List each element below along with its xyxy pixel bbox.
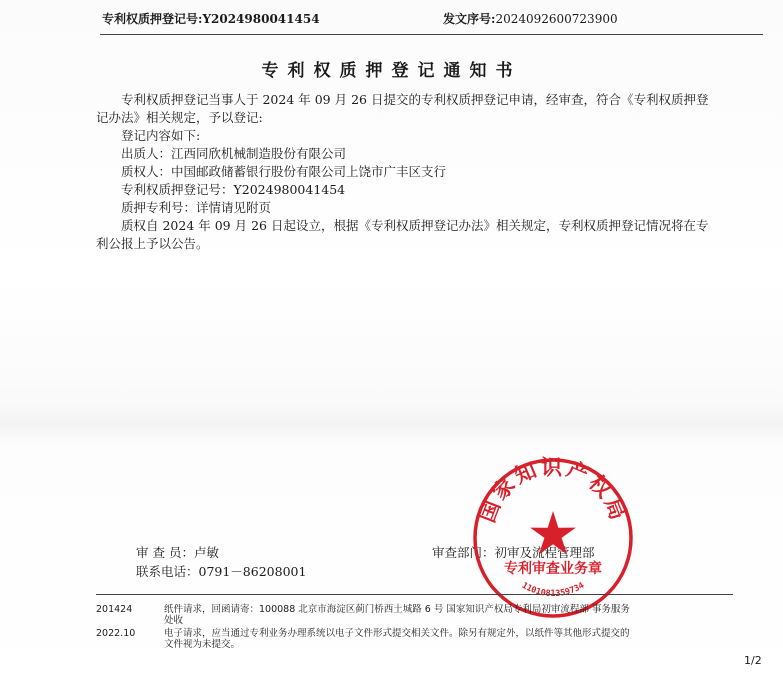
paragraph1-line2: 记办法》相关规定，予以登记: <box>96 110 263 125</box>
seal-dept-text: 专利审查业务章 <box>504 561 602 577</box>
content-intro: 登记内容如下: <box>121 128 201 143</box>
page-title: 专利权质押登记通知书 <box>261 61 522 81</box>
paragraph2-line2: 利公报上予以公告。 <box>96 236 209 251</box>
header-doc-value: 2024092600723900 <box>495 12 618 26</box>
seal-number: 1101081359734 <box>519 580 587 600</box>
official-seal <box>470 455 636 621</box>
header-divider <box>100 34 763 35</box>
pledgee: 质权人：中国邮政储蓄银行股份有限公司上饶市广丰区支行 <box>121 164 447 179</box>
pledgor: 出质人：江西同欣机械制造股份有限公司 <box>121 146 347 161</box>
examiner: 审 查 员：卢敏 <box>136 545 219 560</box>
footer-note-2-line2: 文件视为未提交。 <box>164 639 241 650</box>
seal-star-icon <box>530 511 576 555</box>
examination-department: 审查部门：初审及流程管理部 <box>432 545 595 560</box>
footer-note-1-line2: 处收 <box>164 615 184 626</box>
seal-org-text: 国家知识产权局 <box>474 455 632 526</box>
footer-code-2: 2022.10 <box>96 628 136 639</box>
footer-note-1 <box>164 604 744 626</box>
paragraph1-line1: 专利权质押登记当事人于 2024 年 09 月 26 日提交的专利权质押登记申请，经审查，符合《专利权质押登 <box>121 92 709 107</box>
page-number: 1/2 <box>744 654 762 667</box>
header-document-serial <box>443 10 618 27</box>
contact-phone: 联系电话：0791－86208001 <box>136 564 307 579</box>
footer-note-1-line1: 纸件请求，回函请寄：100088 北京市海淀区蓟门桥西土城路 6 号 国家知识产权局专利局初审流程部 事务服务 <box>164 604 630 615</box>
patent-number: 质押专利号：详情请见附页 <box>121 200 272 215</box>
header-registration-number <box>102 10 320 27</box>
footer-note-2 <box>164 628 744 650</box>
footer-divider <box>96 594 733 595</box>
header-reg-value: Y2024980041454 <box>202 12 320 26</box>
footer-note-2-line1: 电子请求，应当通过专利业务办理系统以电子文件形式提交相关文件。除另有规定外，以纸件等其他形式提交的 <box>164 628 630 639</box>
registration-number: 专利权质押登记号：Y2024980041454 <box>121 182 346 197</box>
header-doc-label: 发文序号: <box>443 12 496 26</box>
footer-code-1: 201424 <box>96 604 133 615</box>
paragraph2-line1: 质权自 2024 年 09 月 26 日起设立，根据《专利权质押登记办法》相关规定，专利权质押登记情况将在专 <box>121 218 709 233</box>
header-reg-label: 专利权质押登记号: <box>102 12 203 26</box>
